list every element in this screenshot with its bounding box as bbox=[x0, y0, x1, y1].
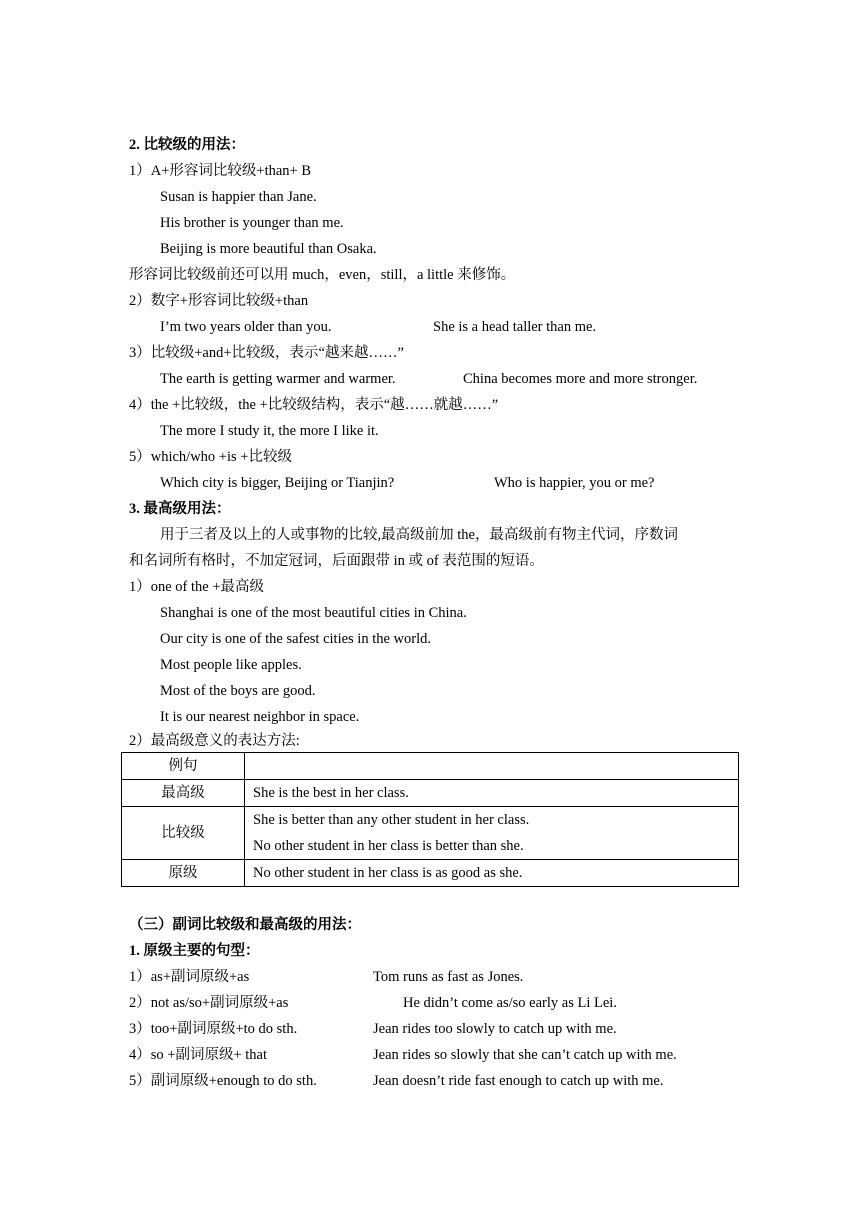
table-row bbox=[122, 780, 739, 807]
sec2-p3-example-b: China becomes more and more stronger. bbox=[463, 371, 698, 387]
adverb-pattern: 4）so +副词原级+ that bbox=[129, 1047, 267, 1063]
table-header-cell: 例句 bbox=[122, 753, 245, 780]
sec3-example-2: Our city is one of the safest cities in the world. bbox=[160, 631, 432, 647]
adverb-example: He didn’t come as/so early as Li Lei. bbox=[403, 995, 617, 1011]
table-row-value-line: No other student in her class is better than she. bbox=[253, 838, 524, 854]
sec2-pattern-4: 4）the +比较级，the +比较级结构，表示“越……就越……” bbox=[129, 397, 499, 413]
table-row-key: 比较级 bbox=[122, 807, 245, 860]
sec2-p1-example-1: Susan is happier than Jane. bbox=[160, 189, 317, 205]
superlative-expression-table bbox=[121, 752, 739, 887]
table-row-key: 原级 bbox=[122, 860, 245, 887]
sec2-modifier-note: 形容词比较级前还可以用 much，even，still，a little 来修饰。 bbox=[129, 267, 516, 283]
table-row-value: No other student in her class is as good as she. bbox=[245, 860, 739, 887]
table-row-value-line: She is better than any other student in her class. bbox=[253, 812, 530, 828]
sec3-paragraph-line-1: 用于三者及以上的人或事物的比较,最高级前加 the，最高级前有物主代词，序数词 bbox=[160, 527, 678, 543]
sec2-p5-example-a: Which city is bigger, Beijing or Tianjin? bbox=[160, 475, 395, 491]
section-3-title: 3. 最高级用法： bbox=[129, 501, 231, 517]
table-row bbox=[122, 860, 739, 887]
table-row-value: She is the best in her class. bbox=[245, 780, 739, 807]
sec3-pattern-2: 2）最高级意义的表达方法: bbox=[129, 733, 300, 749]
sec2-pattern-3: 3）比较级+and+比较级，表示“越来越……” bbox=[129, 345, 404, 361]
adverb-example: Jean rides too slowly to catch up with me. bbox=[373, 1021, 617, 1037]
table-row-value bbox=[245, 807, 739, 860]
sec2-pattern-5: 5）which/who +is +比较级 bbox=[129, 449, 292, 465]
sec2-pattern-1: 1）A+形容词比较级+than+ B bbox=[129, 163, 312, 179]
section-2-title: 2. 比较级的用法： bbox=[129, 137, 245, 153]
adverb-pattern: 3）too+副词原级+to do sth. bbox=[129, 1021, 298, 1037]
sec2-pattern-2: 2）数字+形容词比较级+than bbox=[129, 293, 309, 309]
adverb-example: Tom runs as fast as Jones. bbox=[373, 969, 524, 985]
table-row-key: 最高级 bbox=[122, 780, 245, 807]
sec2-p2-example-a: I’m two years older than you. bbox=[160, 319, 332, 335]
adverb-subsection-title: 1. 原级主要的句型： bbox=[129, 943, 260, 959]
adverb-pattern: 1）as+副词原级+as bbox=[129, 969, 250, 985]
sec2-p4-example: The more I study it, the more I like it. bbox=[160, 423, 379, 439]
adverb-pattern: 2）not as/so+副词原级+as bbox=[129, 995, 289, 1011]
sec2-p2-example-b: She is a head taller than me. bbox=[433, 319, 597, 335]
adverb-example: Jean doesn’t ride fast enough to catch up with me. bbox=[373, 1073, 664, 1089]
sec3-example-5: It is our nearest neighbor in space. bbox=[160, 709, 360, 725]
sec3-example-1: Shanghai is one of the most beautiful cities in China. bbox=[160, 605, 467, 621]
adverb-pattern: 5）副词原级+enough to do sth. bbox=[129, 1073, 317, 1089]
sec2-p1-example-2: His brother is younger than me. bbox=[160, 215, 344, 231]
sec3-example-4: Most of the boys are good. bbox=[160, 683, 316, 699]
table-header-cell bbox=[245, 753, 739, 780]
sec3-pattern-1: 1）one of the +最高级 bbox=[129, 579, 265, 595]
adverb-section-title: （三）副词比较级和最高级的用法： bbox=[129, 917, 361, 933]
sec2-p1-example-3: Beijing is more beautiful than Osaka. bbox=[160, 241, 377, 257]
sec3-example-3: Most people like apples. bbox=[160, 657, 302, 673]
sec3-paragraph-line-2: 和名词所有格时，不加定冠词，后面跟带 in 或 of 表范围的短语。 bbox=[129, 553, 544, 569]
sec2-p3-example-a: The earth is getting warmer and warmer. bbox=[160, 371, 396, 387]
adverb-example: Jean rides so slowly that she can’t catch up with me. bbox=[373, 1047, 677, 1063]
table-header-row bbox=[122, 753, 739, 780]
table-row bbox=[122, 807, 739, 860]
sec2-p5-example-b: Who is happier, you or me? bbox=[494, 475, 655, 491]
